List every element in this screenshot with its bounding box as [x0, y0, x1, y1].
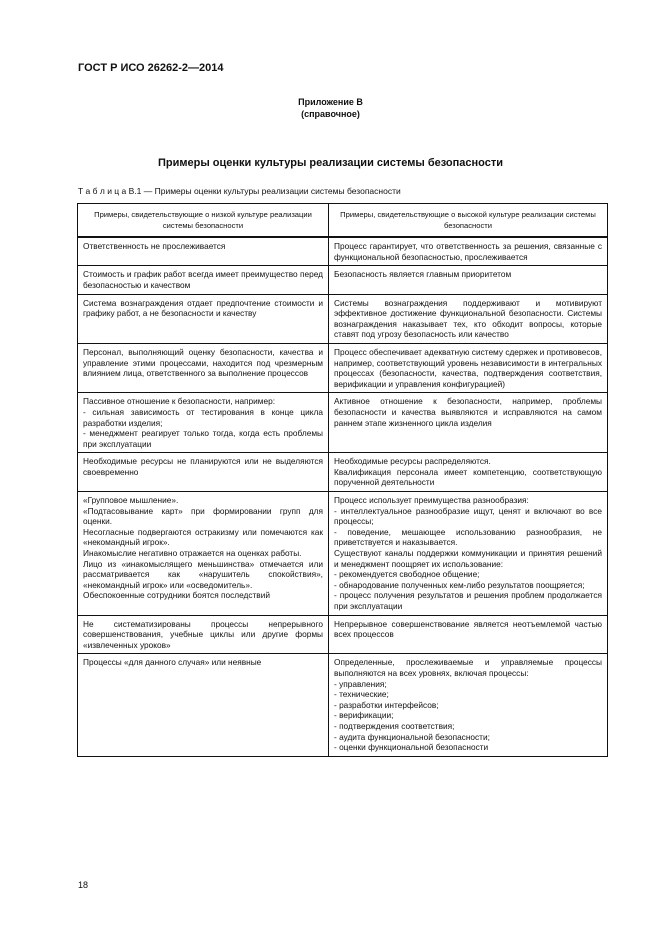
cell-paragraph: - обнародование полученных кем-либо результатов поощряется; — [334, 579, 585, 590]
cell-paragraph: - менеджмент реагирует только тогда, когда есть проблемы при эксплуатации — [83, 428, 323, 449]
cell-paragraph: Пассивное отношение к безопасности, например: — [83, 396, 276, 407]
cell-paragraph: - сильная зависимость от тестирования в конце цикла разработки изделия; — [83, 406, 323, 428]
cell-paragraph: - интеллектуальное разнообразие ищут, ценят и включают во все процессы; — [334, 505, 602, 527]
column-header-high: Примеры, свидетельствующие о высокой культуре реализации системы безопасности — [329, 204, 608, 238]
page-number: 18 — [78, 880, 89, 890]
appendix-subtitle: (справочное) — [301, 109, 360, 119]
table-row — [78, 343, 608, 392]
cell-paragraph: Квалификация персонала имеет компетенцию, соответствующую порученной деятельности — [334, 466, 602, 488]
cell-paragraph: Несогласные подвергаются остракизму или помечаются как «некомандный игрок». — [83, 526, 323, 548]
cell-paragraph: - управления; — [334, 678, 387, 689]
low-culture-cell — [78, 492, 329, 616]
cell-paragraph: Существуют каналы поддержки коммуникации и принятия решений и менеджмент поощряет их использование: — [334, 548, 602, 569]
table-header-row — [78, 204, 608, 238]
low-culture-cell — [78, 615, 329, 654]
cell-paragraph: Система вознаграждения отдает предпочтение стоимости и графику работ, а не безопасности и качеству — [83, 297, 323, 319]
table-caption: Т а б л и ц а В.1 — Примеры оценки культуры реализации системы безопасности — [78, 186, 401, 196]
cell-paragraph: Непрерывное совершенствование является неотъемлемой частью всех процессов — [334, 618, 602, 640]
table-row — [78, 294, 608, 343]
cell-paragraph: Необходимые ресурсы не планируются или не выделяются своевременно — [83, 456, 323, 477]
table-row — [78, 654, 608, 756]
document-header: ГОСТ Р ИСО 26262-2—2014 — [78, 62, 224, 74]
cell-paragraph: «Групповое мышление». — [83, 495, 179, 506]
high-culture-cell — [329, 393, 608, 453]
cell-paragraph: - поведение, мешающее использованию разнообразия, не приветствуется и наказывается. — [334, 526, 602, 548]
cell-paragraph: Системы вознаграждения поддерживают и мотивируют эффективное достижение функциональной безопасности. Системы вознаграждения наказывает тех, кто обходит вопросы, которые ставят под угрозу безопасность или качество — [334, 297, 602, 340]
column-header-low: Примеры, свидетельствующие о низкой культуре реализации системы безопасности — [78, 204, 329, 238]
cell-paragraph: Процессы «для данного случая» или неявные — [83, 657, 262, 668]
cell-paragraph: - технические; — [334, 689, 389, 700]
table-row — [78, 453, 608, 492]
high-culture-cell — [329, 654, 608, 756]
section-title: Примеры оценки культуры реализации системы безопасности — [157, 157, 504, 169]
low-culture-cell — [78, 343, 329, 392]
appendix-heading — [0, 96, 661, 120]
cell-paragraph: - аудита функциональной безопасности; — [334, 731, 490, 742]
appendix-title: Приложение В — [298, 97, 363, 107]
cell-paragraph: - оценки функциональной безопасности — [334, 742, 489, 753]
cell-paragraph: Необходимые ресурсы распределяются. — [334, 456, 491, 467]
high-culture-cell — [329, 237, 608, 266]
cell-paragraph: Ответственность не прослеживается — [83, 241, 226, 252]
cell-paragraph: - подтверждения соответствия; — [334, 720, 455, 731]
high-culture-cell — [329, 615, 608, 654]
table-row — [78, 237, 608, 266]
cell-paragraph: Процесс обеспечивает адекватную систему сдержек и противовесов, например, соответствующий уровень независимости в интегральных процессах (безопасности, качества, подтверждения соответствия, верификации и управления конфигурацией) — [334, 346, 602, 389]
cell-paragraph: Персонал, выполняющий оценку безопасности, качества и управление этими процессами, находится под чрезмерным влиянием лица, ответственного за выполнение процессов — [83, 346, 323, 379]
table-row — [78, 393, 608, 453]
cell-paragraph: - верификации; — [334, 710, 394, 721]
high-culture-cell — [329, 453, 608, 492]
cell-paragraph: Стоимость и график работ всегда имеет преимущество перед безопасностью и качеством — [83, 269, 323, 290]
low-culture-cell — [78, 453, 329, 492]
cell-paragraph: Безопасность является главным приоритетом — [334, 269, 512, 280]
low-culture-cell — [78, 393, 329, 453]
table-row — [78, 492, 608, 616]
cell-paragraph: Процесс использует преимущества разнообразия: — [334, 495, 529, 506]
cell-paragraph: Не систематизированы процессы непрерывного совершенствования, учебные циклы или другие формы «извлеченных уроков» — [83, 618, 323, 650]
high-culture-cell — [329, 343, 608, 392]
cell-paragraph: Определенные, прослеживаемые и управляемые процессы выполняются на всех уровнях, включая процессы: — [334, 657, 602, 678]
cell-paragraph: Лицо из «инакомыслящего меньшинства» отмечается или рассматривается как «нарушитель спокойствия», «некомандный игрок» или «осведомитель». — [83, 558, 323, 590]
cell-paragraph: Активное отношение к безопасности, например, проблемы безопасности и качества выявляются и исправляются на самом раннем этапе жизненного цикла изделия — [334, 396, 602, 428]
cell-paragraph: «Подтасовывание карт» при формировании групп для оценки. — [83, 505, 323, 527]
cell-paragraph: - разработки интерфейсов; — [334, 699, 439, 710]
low-culture-cell — [78, 237, 329, 266]
low-culture-cell — [78, 266, 329, 294]
high-culture-cell — [329, 266, 608, 294]
table-row — [78, 266, 608, 294]
cell-paragraph: - процесс получения результатов и решения проблем продолжается при эксплуатации — [334, 590, 602, 611]
low-culture-cell — [78, 654, 329, 756]
cell-paragraph: Инакомыслие негативно отражается на оценках работы. — [83, 548, 302, 559]
cell-paragraph: Обеспокоенные сотрудники боятся последствий — [83, 590, 270, 601]
table-row — [78, 615, 608, 654]
high-culture-cell — [329, 294, 608, 343]
high-culture-cell — [329, 492, 608, 616]
cell-paragraph: Процесс гарантирует, что ответственность за решения, связанные с функциональной безопасностью, прослеживается — [334, 241, 602, 262]
cell-paragraph: - рекомендуется свободное общение; — [334, 569, 480, 580]
low-culture-cell — [78, 294, 329, 343]
culture-table — [77, 203, 608, 757]
